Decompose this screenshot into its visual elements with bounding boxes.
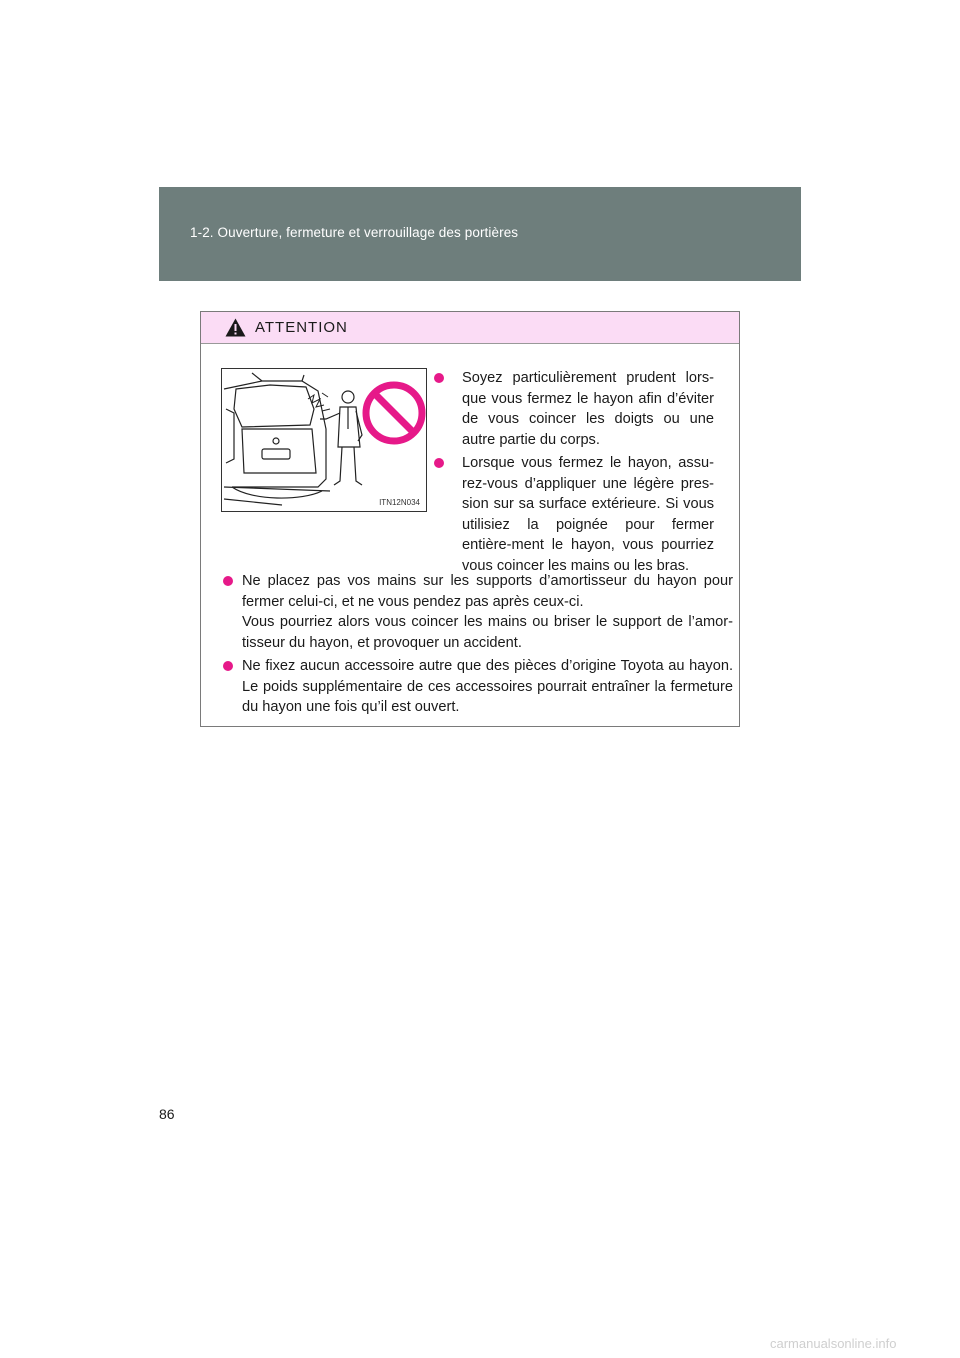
caution-bullet [434, 453, 714, 576]
tailgate-illustration [221, 368, 427, 512]
bullet-icon [434, 373, 444, 383]
caution-label: ATTENTION [255, 319, 348, 336]
bullet-text: Ne placez pas vos mains sur les supports d’amortisseur du hayon pour fermer celui-ci, et ne vous pendez pas après ceux-ci. [242, 573, 733, 610]
section-header-band [159, 187, 801, 281]
caution-header [201, 312, 739, 344]
bullet-icon [223, 576, 233, 586]
bullet-text: Ne fixez aucun accessoire autre que des pièces d’origine Toyota au hayon. Le poids supplémentaire de ces accessoires pourrait entraîner la fermeture du hayon une fois qu’il est ouvert. [242, 658, 733, 715]
bullet-icon [434, 458, 444, 468]
section-title: 1-2. Ouverture, fermeture et verrouillage des portières [190, 225, 519, 240]
page-number: 86 [159, 1106, 175, 1122]
bullet-text: Soyez particulièrement prudent lors-que vous fermez le hayon afin d’éviter de vous coincer les doigts ou une autre partie du corps. [462, 370, 714, 448]
caution-bullet [223, 571, 733, 653]
warning-triangle-icon [225, 318, 246, 337]
watermark: carmanualsonline.info [770, 1336, 897, 1351]
caution-bullet [223, 656, 733, 718]
bullet-icon [223, 661, 233, 671]
bullet-text: Lorsque vous fermez le hayon, assu-rez-vous d’appliquer une légère pres-sion sur sa surface extérieure. Si vous utilisiez la poignée pour fermer entière-ment le hayon, vous pourriez vous coincer les mains ou les bras. [462, 455, 714, 574]
caution-bullet [434, 368, 714, 450]
caution-box [200, 311, 740, 727]
bullet-text-continuation: Vous pourriez alors vous coincer les mains ou briser le support de l’amor-tisseur du hayon, et provoquer un accident. [242, 614, 733, 651]
illustration-code: ITN12N034 [379, 498, 420, 507]
tailgate-warning-image [222, 369, 426, 511]
